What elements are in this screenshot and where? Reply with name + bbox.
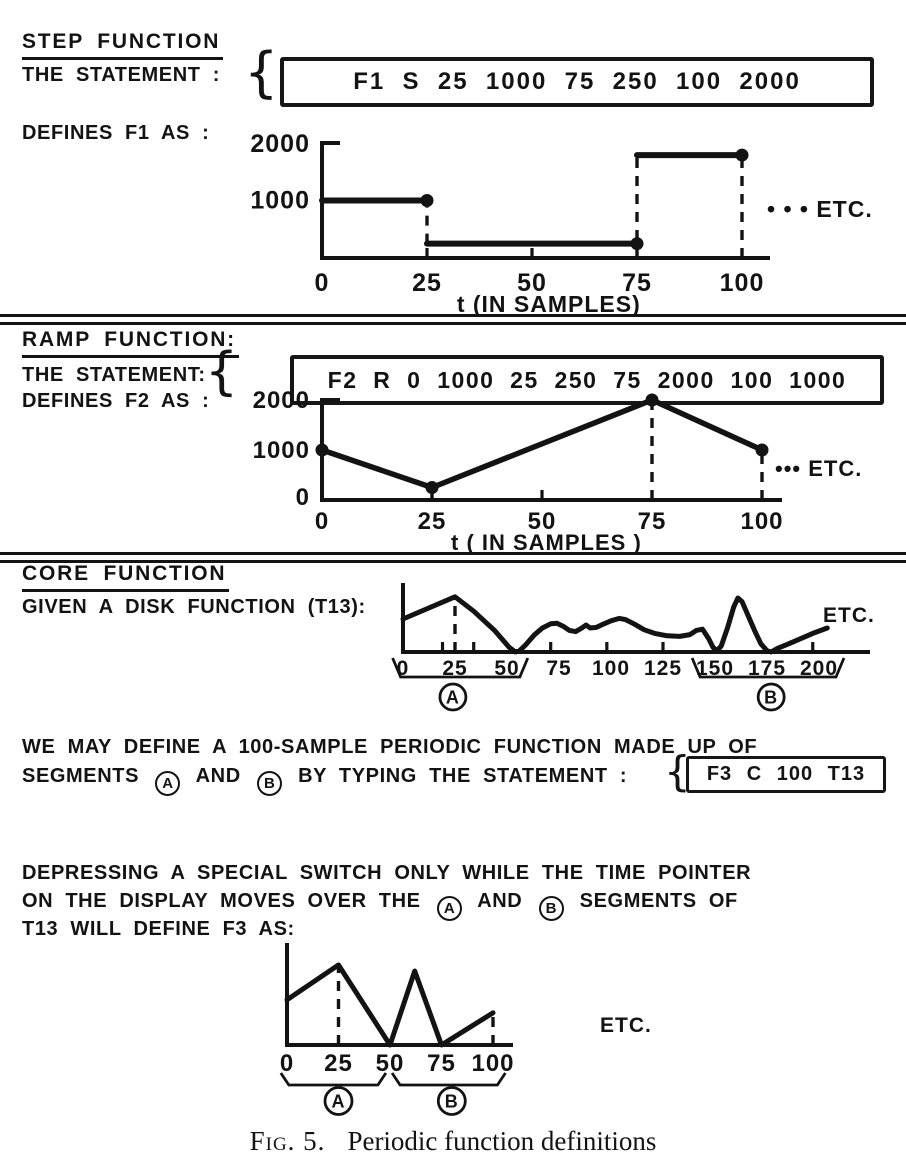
figure-caption: [0, 1126, 906, 1157]
svg-text:••• ETC.: ••• ETC.: [775, 456, 863, 481]
svg-text:ETC.: ETC.: [823, 604, 875, 627]
caption-fig-label: Fig. 5.: [249, 1126, 326, 1156]
svg-text:B: B: [764, 687, 779, 708]
core-paragraph1-line2-text1: SEGMENTS: [22, 765, 140, 787]
circled-b-badge: B: [257, 771, 282, 796]
svg-text:B: B: [444, 1091, 459, 1112]
caption-title: Periodic function definitions: [347, 1126, 657, 1156]
svg-text:1000: 1000: [252, 437, 310, 464]
svg-text:100: 100: [740, 508, 784, 535]
core-statement-brace: {: [664, 747, 691, 796]
svg-text:2000: 2000: [250, 130, 310, 158]
svg-text:A: A: [331, 1091, 346, 1112]
ramp-statement-brace: {: [205, 342, 239, 402]
step-defines-label: DEFINES F1 AS :: [22, 122, 210, 144]
core-paragraph2-line3: T13 WILL DEFINE F3 AS:: [22, 918, 295, 940]
svg-text:• • • ETC.: • • • ETC.: [767, 196, 873, 222]
svg-text:t ( IN SAMPLES ): t ( IN SAMPLES ): [451, 530, 642, 555]
circled-b-badge: B: [539, 896, 564, 921]
ramp-section-heading: RAMP FUNCTION:: [22, 328, 239, 358]
svg-text:1000: 1000: [250, 186, 310, 215]
f3-function-chart: [266, 935, 692, 1125]
core-paragraph1-line2-text2: AND: [195, 765, 241, 787]
svg-text:25: 25: [442, 657, 468, 680]
svg-text:175: 175: [747, 657, 787, 680]
step-statement-label: THE STATEMENT :: [22, 64, 221, 86]
ramp-statement-box: F2 R 0 1000 25 250 75 2000 100 1000: [290, 355, 884, 405]
svg-text:50: 50: [517, 269, 547, 297]
section-divider-1: [0, 314, 906, 325]
step-section-heading: STEP FUNCTION: [22, 30, 223, 60]
svg-text:100: 100: [591, 657, 631, 680]
svg-text:50: 50: [527, 508, 557, 535]
svg-text:75: 75: [622, 269, 652, 297]
svg-text:2000: 2000: [252, 387, 310, 414]
step-statement-box: F1 S 25 1000 75 250 100 2000: [280, 57, 874, 107]
core-paragraph2-line2: [22, 890, 738, 921]
svg-text:25: 25: [412, 269, 442, 297]
core-paragraph2-line2-text1: ON THE DISPLAY MOVES OVER THE: [22, 890, 421, 912]
svg-text:0: 0: [314, 508, 330, 535]
svg-text:0: 0: [295, 484, 310, 511]
core-paragraph2-line2-text3: SEGMENTS OF: [579, 890, 738, 912]
svg-text:A: A: [445, 687, 460, 708]
disk-function-t13-chart: [388, 574, 906, 722]
svg-text:75: 75: [427, 1050, 456, 1077]
svg-text:125: 125: [643, 657, 683, 680]
core-paragraph2-line1: DEPRESSING A SPECIAL SWITCH ONLY WHILE THE TIME POINTER: [22, 862, 752, 884]
svg-text:200: 200: [799, 657, 839, 680]
core-paragraph1-line2-text3: BY TYPING THE STATEMENT :: [298, 765, 628, 787]
step-statement-brace: {: [244, 41, 279, 104]
svg-text:100: 100: [471, 1050, 515, 1077]
core-paragraph2-line2-text2: AND: [477, 890, 523, 912]
svg-text:100: 100: [719, 269, 765, 297]
svg-text:75: 75: [637, 508, 667, 535]
svg-text:0: 0: [396, 657, 410, 680]
svg-text:0: 0: [314, 269, 330, 297]
core-paragraph1-line1: WE MAY DEFINE A 100-SAMPLE PERIODIC FUNCTION MADE UP OF: [22, 736, 758, 758]
svg-text:50: 50: [375, 1050, 405, 1077]
svg-text:t (IN SAMPLES): t (IN SAMPLES): [456, 291, 641, 317]
step-function-chart: [140, 130, 906, 322]
svg-text:50: 50: [494, 657, 520, 680]
core-given-label: GIVEN A DISK FUNCTION (T13):: [22, 596, 366, 618]
core-statement-box: F3 C 100 T13: [686, 756, 886, 793]
ramp-function-chart: [230, 386, 906, 558]
core-section-heading: CORE FUNCTION: [22, 562, 229, 592]
svg-text:ETC.: ETC.: [600, 1014, 652, 1037]
core-paragraph1-line2: [22, 765, 627, 796]
svg-text:150: 150: [695, 657, 735, 680]
svg-text:75: 75: [546, 657, 572, 680]
circled-a-badge: A: [155, 771, 180, 796]
circled-a-badge: A: [437, 896, 462, 921]
svg-text:0: 0: [279, 1050, 295, 1077]
ramp-defines-label: DEFINES F2 AS :: [22, 390, 210, 412]
svg-text:25: 25: [324, 1050, 353, 1077]
ramp-statement-label: THE STATEMENT:: [22, 364, 206, 386]
svg-text:25: 25: [417, 508, 447, 535]
